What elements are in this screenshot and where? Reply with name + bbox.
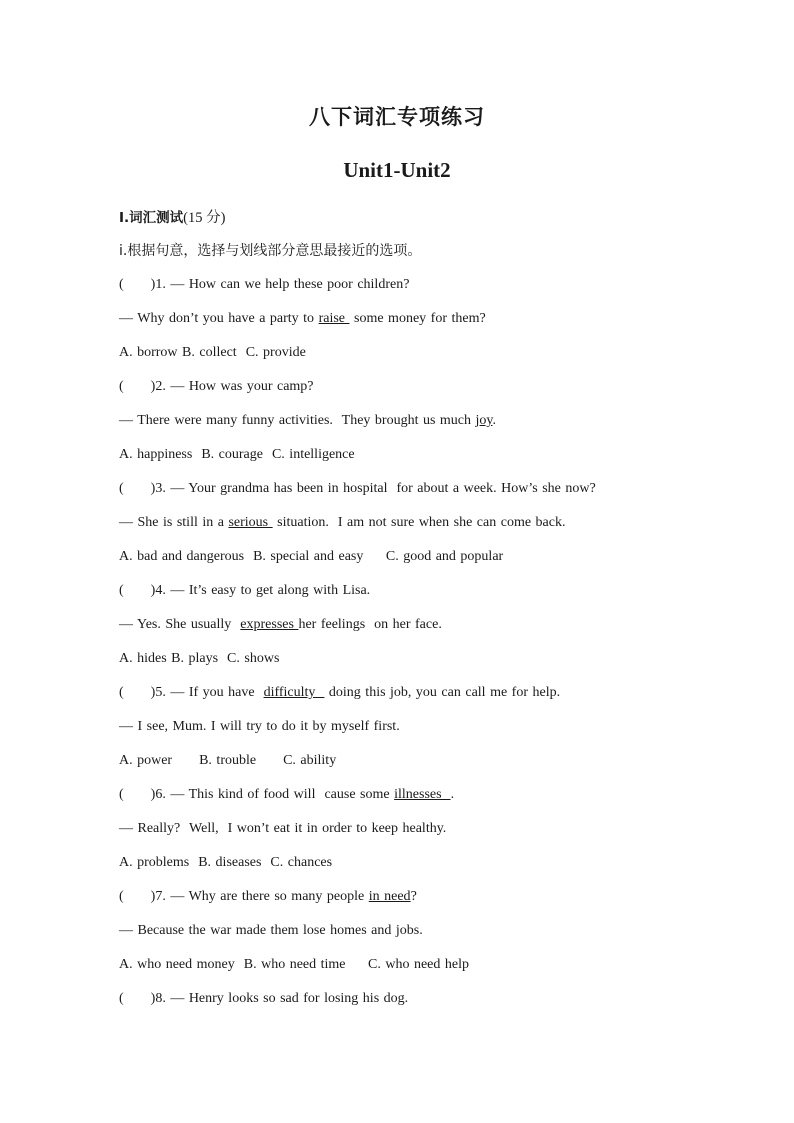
underlined-word: difficulty bbox=[263, 685, 325, 700]
line-text: ( )1. — How can we help these poor children? bbox=[119, 277, 410, 292]
question-line bbox=[119, 581, 719, 615]
section-heading bbox=[119, 206, 225, 227]
underlined-word: serious bbox=[228, 515, 273, 530]
question-line bbox=[119, 343, 719, 377]
question-line bbox=[119, 955, 719, 989]
line-text-after: ? bbox=[410, 889, 417, 904]
question-line bbox=[119, 649, 719, 683]
line-text-after: her feelings on her face. bbox=[298, 617, 442, 632]
section-score: (15 分) bbox=[183, 210, 226, 226]
question-line bbox=[119, 445, 719, 479]
page-subtitle: Unit1-Unit2 bbox=[343, 158, 451, 182]
question-line bbox=[119, 411, 719, 445]
question-line bbox=[119, 887, 719, 921]
underlined-word: expresses bbox=[240, 617, 299, 632]
question-line bbox=[119, 479, 719, 513]
question-list bbox=[119, 275, 719, 1023]
line-text: ( )5. — If you have bbox=[119, 685, 264, 700]
question-line bbox=[119, 683, 719, 717]
question-line bbox=[119, 513, 719, 547]
line-text-after: . bbox=[492, 413, 496, 428]
question-line bbox=[119, 853, 719, 887]
underlined-word: joy bbox=[475, 413, 493, 428]
line-text: ( )8. — Henry looks so sad for losing his dog. bbox=[119, 991, 409, 1006]
line-text-after: situation. I am not sure when she can come back. bbox=[272, 515, 566, 530]
question-line bbox=[119, 275, 719, 309]
underlined-word: in need bbox=[368, 889, 411, 904]
line-text: ( )6. — This kind of food will cause some bbox=[119, 787, 395, 802]
line-text: A. happiness B. courage C. intelligence bbox=[119, 447, 355, 462]
line-text-after: some money for them? bbox=[349, 311, 486, 326]
question-line bbox=[119, 377, 719, 411]
line-text: ( )2. — How was your camp? bbox=[119, 379, 314, 394]
question-line bbox=[119, 615, 719, 649]
question-line bbox=[119, 819, 719, 853]
line-text-after: . bbox=[450, 787, 455, 802]
line-text: A. hides B. plays C. shows bbox=[119, 651, 280, 666]
line-text: — Why don’t you have a party to bbox=[119, 311, 319, 326]
line-text: A. power B. trouble C. ability bbox=[119, 753, 337, 768]
question-line bbox=[119, 309, 719, 343]
question-line bbox=[119, 785, 719, 819]
instruction-text: i.根据句意，选择与划线部分意思最接近的选项。 bbox=[119, 243, 422, 259]
line-text: A. who need money B. who need time C. who need help bbox=[119, 957, 469, 972]
line-text: A. problems B. diseases C. chances bbox=[119, 855, 333, 870]
line-text: — I see, Mum. I will try to do it by myself first. bbox=[119, 719, 400, 734]
line-text: ( )4. — It’s easy to get along with Lisa. bbox=[119, 583, 371, 598]
line-text: ( )7. — Why are there so many people bbox=[119, 889, 369, 904]
question-line bbox=[119, 989, 719, 1023]
line-text: ( )3. — Your grandma has been in hospital for about a week. How’s she now? bbox=[119, 481, 596, 496]
line-text: — She is still in a bbox=[119, 515, 229, 530]
line-text-after: doing this job, you can call me for help. bbox=[324, 685, 561, 700]
line-text: — There were many funny activities. They brought us much bbox=[119, 413, 476, 428]
line-text: A. borrow B. collect C. provide bbox=[119, 345, 306, 360]
line-text: — Because the war made them lose homes and jobs. bbox=[119, 923, 423, 938]
question-line bbox=[119, 547, 719, 581]
question-line bbox=[119, 751, 719, 785]
question-line bbox=[119, 717, 719, 751]
question-line bbox=[119, 921, 719, 955]
section-label: I.词汇测试 bbox=[119, 210, 184, 226]
underlined-word: raise bbox=[318, 311, 350, 326]
line-text: A. bad and dangerous B. special and easy C. good and popular bbox=[119, 549, 504, 564]
line-text: — Yes. She usually bbox=[119, 617, 241, 632]
underlined-word: illnesses bbox=[394, 787, 451, 802]
page-title: 八下词汇专项练习 bbox=[309, 105, 485, 129]
line-text: — Really? Well, I won’t eat it in order to keep healthy. bbox=[119, 821, 447, 836]
